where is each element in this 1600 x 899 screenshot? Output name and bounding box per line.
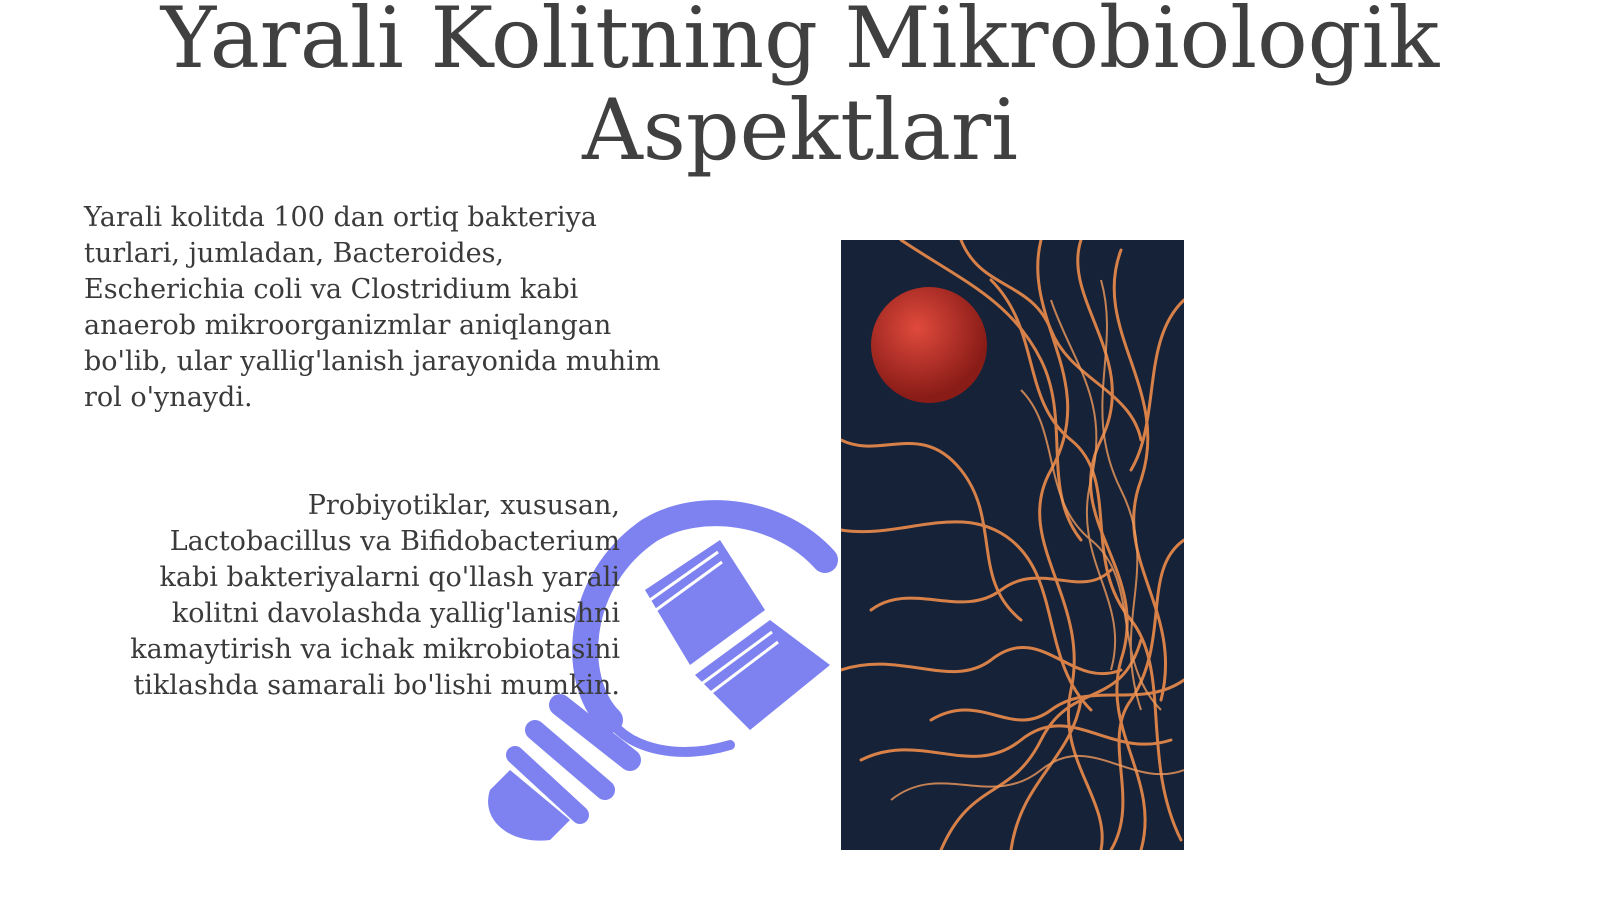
slide-title: Yarali Kolitning Mikrobiologik Aspektlari — [160, 0, 1440, 179]
red-sphere — [871, 287, 987, 403]
bacteria-strands-photo — [841, 240, 1184, 850]
paragraph-bacteria: Yarali kolitda 100 dan ortiq bakteriya turlari, jumladan, Bacteroides, Escherichia coli va Clostridium kabi anaerob mikroorganizmlar aniqlangan bo'lib, ular yallig'lanish jarayonida muhim rol o'ynaydi. — [84, 202, 661, 413]
paragraph-probiotics: Probiyotiklar, xususan, Lactobacillus va Bifidobacterium kabi bakteriyalarni qo'llash yarali kolitni davolashda yallig'lanishni kamaytirish va ichak mikrobiotasini tiklashda samarali bo'lishi mumkin. — [130, 490, 620, 701]
